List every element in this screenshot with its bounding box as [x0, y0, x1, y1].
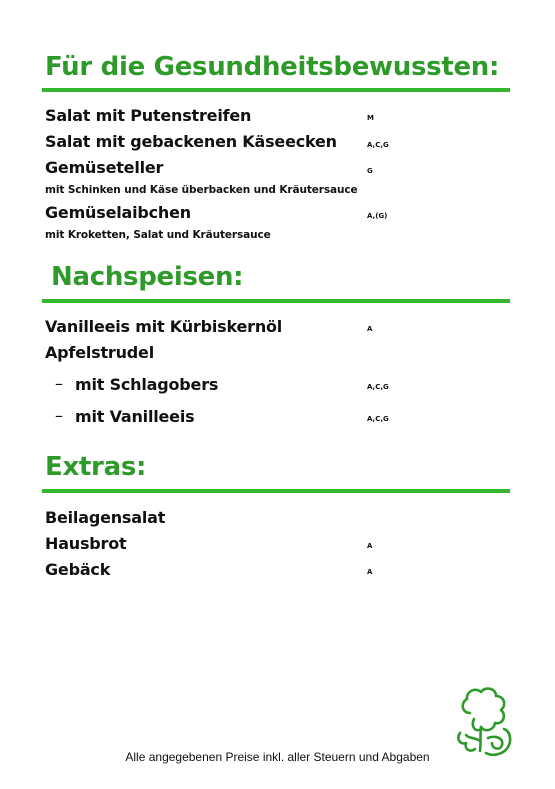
allergen-code: G	[367, 167, 373, 175]
allergen-code: A	[367, 542, 373, 550]
section-divider	[42, 489, 510, 493]
section-divider	[42, 299, 510, 303]
menu-item: mit Vanilleeis	[75, 407, 195, 426]
allergen-code: A,(G)	[367, 212, 388, 220]
menu-item: Apfelstrudel	[45, 343, 154, 362]
menu-item: Gemüseteller	[45, 158, 164, 177]
menu-item: Gemüselaibchen	[45, 203, 191, 222]
dash-bullet: –	[55, 406, 63, 425]
allergen-code: M	[367, 114, 374, 122]
section-title-nachspeisen: Nachspeisen:	[51, 262, 244, 292]
menu-item: Beilagensalat	[45, 508, 166, 527]
menu-item-description: mit Kroketten, Salat und Kräutersauce	[45, 229, 271, 241]
menu-item: Salat mit gebackenen Käseecken	[45, 132, 337, 151]
menu-item: Hausbrot	[45, 534, 127, 553]
section-divider	[42, 88, 510, 92]
section-title-gesundheit: Für die Gesundheitsbewussten:	[45, 52, 500, 82]
dash-bullet: –	[55, 374, 63, 393]
menu-item: Salat mit Putenstreifen	[45, 106, 252, 125]
section-title-extras: Extras:	[45, 452, 147, 482]
menu-item: Vanilleeis mit Kürbiskernöl	[45, 317, 283, 336]
menu-item: Gebäck	[45, 560, 111, 579]
menu-item: mit Schlagobers	[75, 375, 219, 394]
allergen-code: A,C,G	[367, 415, 389, 423]
menu-item-description: mit Schinken und Käse überbacken und Kräutersauce	[45, 184, 358, 196]
footer-note: Alle angegebenen Preise inkl. aller Steuern und Abgaben	[125, 750, 430, 764]
allergen-code: A	[367, 325, 373, 333]
allergen-code: A,C,G	[367, 383, 389, 391]
allergen-code: A,C,G	[367, 141, 389, 149]
allergen-code: A	[367, 568, 373, 576]
